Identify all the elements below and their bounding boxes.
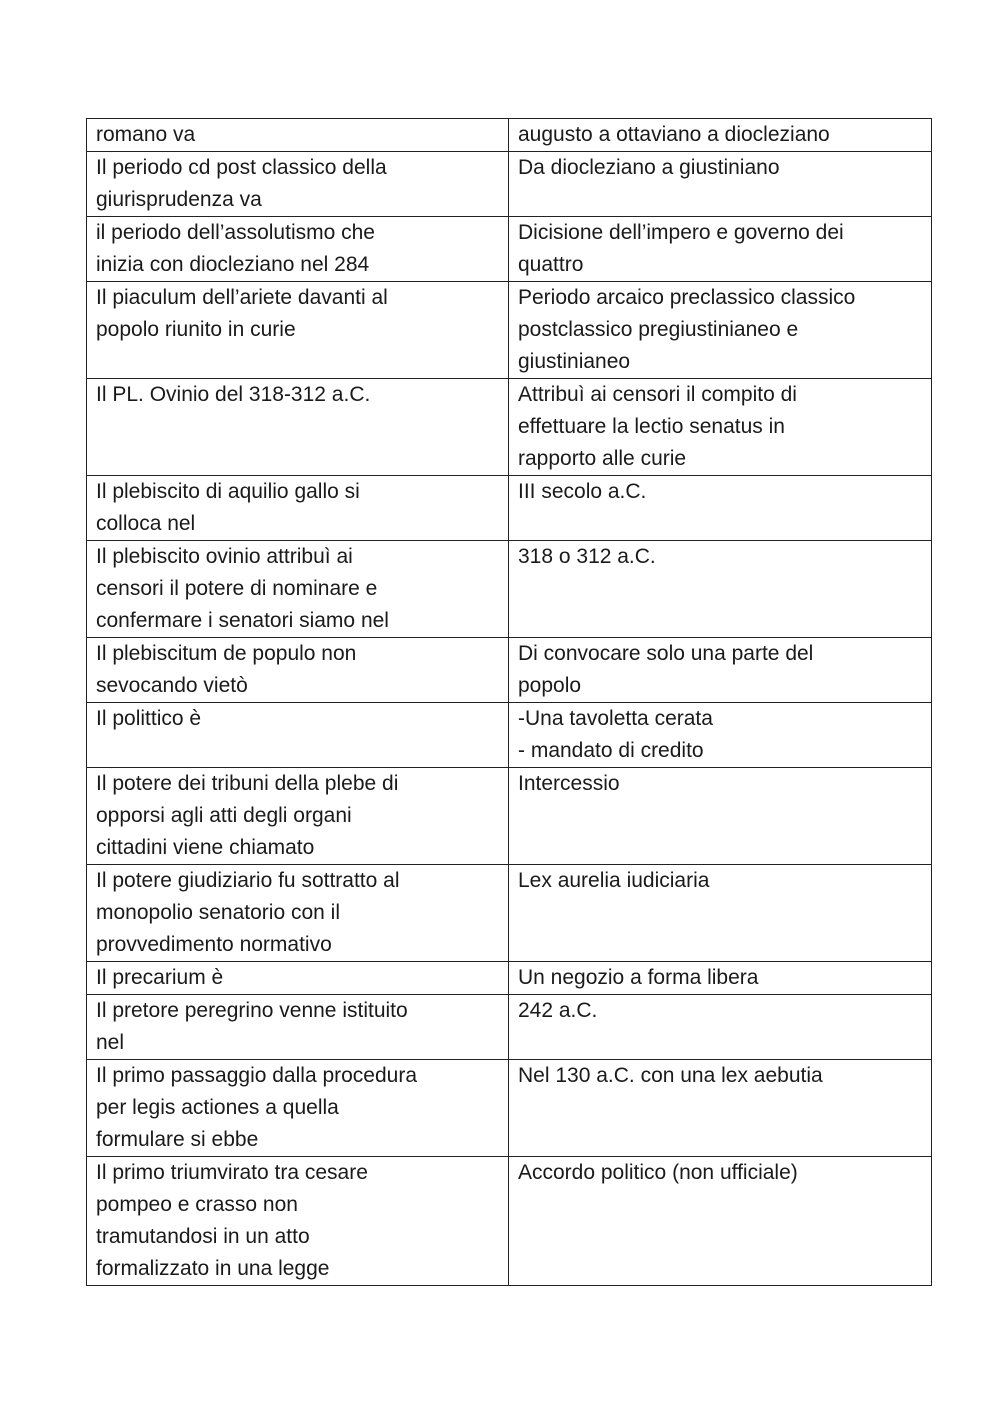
table-row	[87, 541, 932, 638]
question-cell: romano va	[87, 119, 509, 152]
answer-cell: Attribuì ai censori il compito di effettuare la lectio senatus in rapporto alle curie	[509, 379, 932, 476]
answer-cell: Un negozio a forma libera	[509, 962, 932, 995]
table-row	[87, 865, 932, 962]
question-cell: Il periodo cd post classico della giurisprudenza va	[87, 152, 509, 217]
table-row	[87, 476, 932, 541]
question-cell: Il PL. Ovinio del 318-312 a.C.	[87, 379, 509, 476]
question-cell: il periodo dell’assolutismo che inizia con diocleziano nel 284	[87, 217, 509, 282]
question-cell: Il primo triumvirato tra cesare pompeo e crasso non tramutandosi in un atto formalizzato in una legge	[87, 1157, 509, 1286]
question-cell: Il polittico è	[87, 703, 509, 768]
question-cell: Il plebiscito di aquilio gallo si colloca nel	[87, 476, 509, 541]
answer-cell: Periodo arcaico preclassico classico postclassico pregiustinianeo e giustinianeo	[509, 282, 932, 379]
table-row	[87, 638, 932, 703]
table-row	[87, 768, 932, 865]
table-row	[87, 282, 932, 379]
question-cell: Il pretore peregrino venne istituito nel	[87, 995, 509, 1060]
table-row	[87, 119, 932, 152]
answer-cell: Intercessio	[509, 768, 932, 865]
table-row	[87, 1060, 932, 1157]
table-row	[87, 962, 932, 995]
question-cell: Il potere giudiziario fu sottratto al monopolio senatorio con il provvedimento normativo	[87, 865, 509, 962]
table-row	[87, 703, 932, 768]
answer-cell: Da diocleziano a giustiniano	[509, 152, 932, 217]
answer-cell: augusto a ottaviano a diocleziano	[509, 119, 932, 152]
table-row	[87, 1157, 932, 1286]
qa-table	[86, 118, 932, 1286]
answer-cell: Di convocare solo una parte del popolo	[509, 638, 932, 703]
answer-cell: Accordo politico (non ufficiale)	[509, 1157, 932, 1286]
question-cell: Il plebiscito ovinio attribuì ai censori il potere di nominare e confermare i senatori siamo nel	[87, 541, 509, 638]
answer-cell: III secolo a.C.	[509, 476, 932, 541]
table-row	[87, 217, 932, 282]
answer-cell: -Una tavoletta cerata - mandato di credito	[509, 703, 932, 768]
answer-cell: 242 a.C.	[509, 995, 932, 1060]
question-cell: Il primo passaggio dalla procedura per legis actiones a quella formulare si ebbe	[87, 1060, 509, 1157]
question-cell: Il potere dei tribuni della plebe di opporsi agli atti degli organi cittadini viene chiamato	[87, 768, 509, 865]
table-row	[87, 379, 932, 476]
table-row	[87, 995, 932, 1060]
question-cell: Il plebiscitum de populo non sevocando vietò	[87, 638, 509, 703]
answer-cell: Dicisione dell’impero e governo dei quattro	[509, 217, 932, 282]
question-cell: Il piaculum dell’ariete davanti al popolo riunito in curie	[87, 282, 509, 379]
answer-cell: Lex aurelia iudiciaria	[509, 865, 932, 962]
answer-cell: Nel 130 a.C. con una lex aebutia	[509, 1060, 932, 1157]
question-cell: Il precarium è	[87, 962, 509, 995]
answer-cell: 318 o 312 a.C.	[509, 541, 932, 638]
qa-table-body	[87, 119, 932, 1286]
table-row	[87, 152, 932, 217]
